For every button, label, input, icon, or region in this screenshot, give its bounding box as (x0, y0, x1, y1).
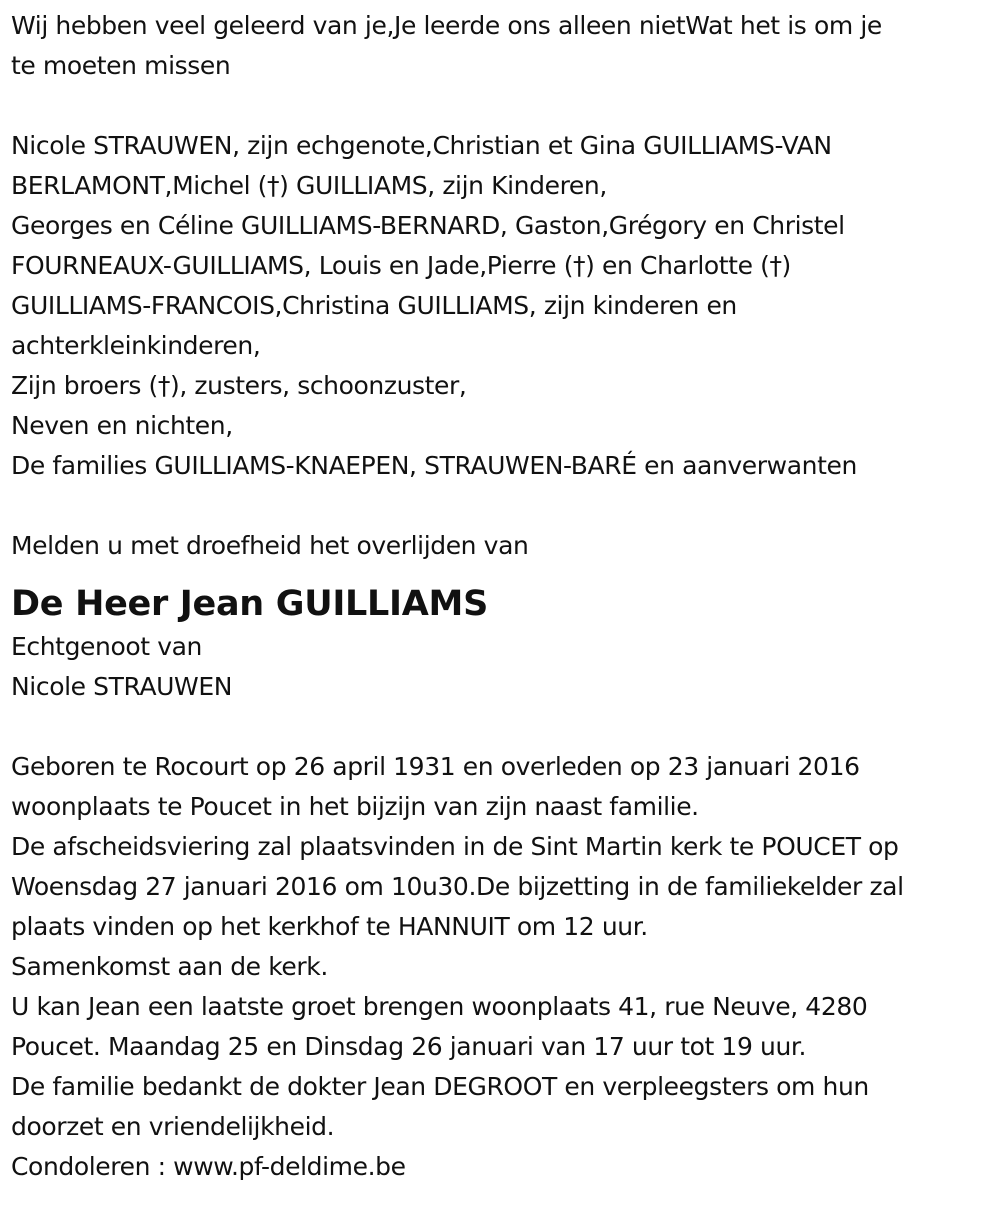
detail-line: doorzet en vriendelijkheid. (11, 1112, 335, 1141)
detail-line: De familie bedankt de dokter Jean DEGROOT en verpleegsters om hun (11, 1072, 869, 1101)
family-line: FOURNEAUX-GUILLIAMS, Louis en Jade,Pierre (†) en Charlotte (†) (11, 251, 791, 280)
family-line: De families GUILLIAMS-KNAEPEN, STRAUWEN-BARÉ en aanverwanten (11, 451, 857, 480)
family-line: Neven en nichten, (11, 411, 233, 440)
deceased-name: De Heer Jean GUILLIAMS (11, 584, 488, 624)
family-list (11, 126, 991, 486)
ceremony-details (11, 747, 991, 1187)
condolence-line: Condoleren : www.pf-deldime.be (11, 1152, 406, 1181)
family-line: Nicole STRAUWEN, zijn echgenote,Christian et Gina GUILLIAMS-VAN (11, 131, 832, 160)
detail-line: Geboren te Rocourt op 26 april 1931 en overleden op 23 januari 2016 (11, 752, 860, 781)
spouse-name: Nicole STRAUWEN (11, 672, 233, 701)
family-line: BERLAMONT,Michel (†) GUILLIAMS, zijn Kinderen, (11, 171, 607, 200)
family-line: achterkleinkinderen, (11, 331, 261, 360)
detail-line: plaats vinden op het kerkhof te HANNUIT om 12 uur. (11, 912, 648, 941)
family-line: Georges en Céline GUILLIAMS-BERNARD, Gaston,Grégory en Christel (11, 211, 845, 240)
obituary-notice (11, 6, 991, 1187)
intro-quote (11, 6, 991, 86)
detail-line: De afscheidsviering zal plaatsvinden in de Sint Martin kerk te POUCET op (11, 832, 899, 861)
detail-line: Poucet. Maandag 25 en Dinsdag 26 januari van 17 uur tot 19 uur. (11, 1032, 807, 1061)
detail-line: Woensdag 27 januari 2016 om 10u30.De bijzetting in de familiekelder zal (11, 872, 904, 901)
family-line: GUILLIAMS-FRANCOIS,Christina GUILLIAMS, zijn kinderen en (11, 291, 737, 320)
intro-line: Wij hebben veel geleerd van je,Je leerde ons alleen nietWat het is om je (11, 11, 882, 40)
intro-line: te moeten missen (11, 51, 231, 80)
spouse-label: Echtgenoot van (11, 632, 202, 661)
family-line: Zijn broers (†), zusters, schoonzuster, (11, 371, 467, 400)
detail-line: Samenkomst aan de kerk. (11, 952, 328, 981)
announcement-text: Melden u met droefheid het overlijden van (11, 531, 529, 560)
detail-line: woonplaats te Poucet in het bijzijn van zijn naast familie. (11, 792, 699, 821)
spacer (11, 86, 991, 126)
spacer (11, 707, 991, 747)
detail-line: U kan Jean een laatste groet brengen woonplaats 41, rue Neuve, 4280 (11, 992, 868, 1021)
spacer (11, 486, 991, 526)
